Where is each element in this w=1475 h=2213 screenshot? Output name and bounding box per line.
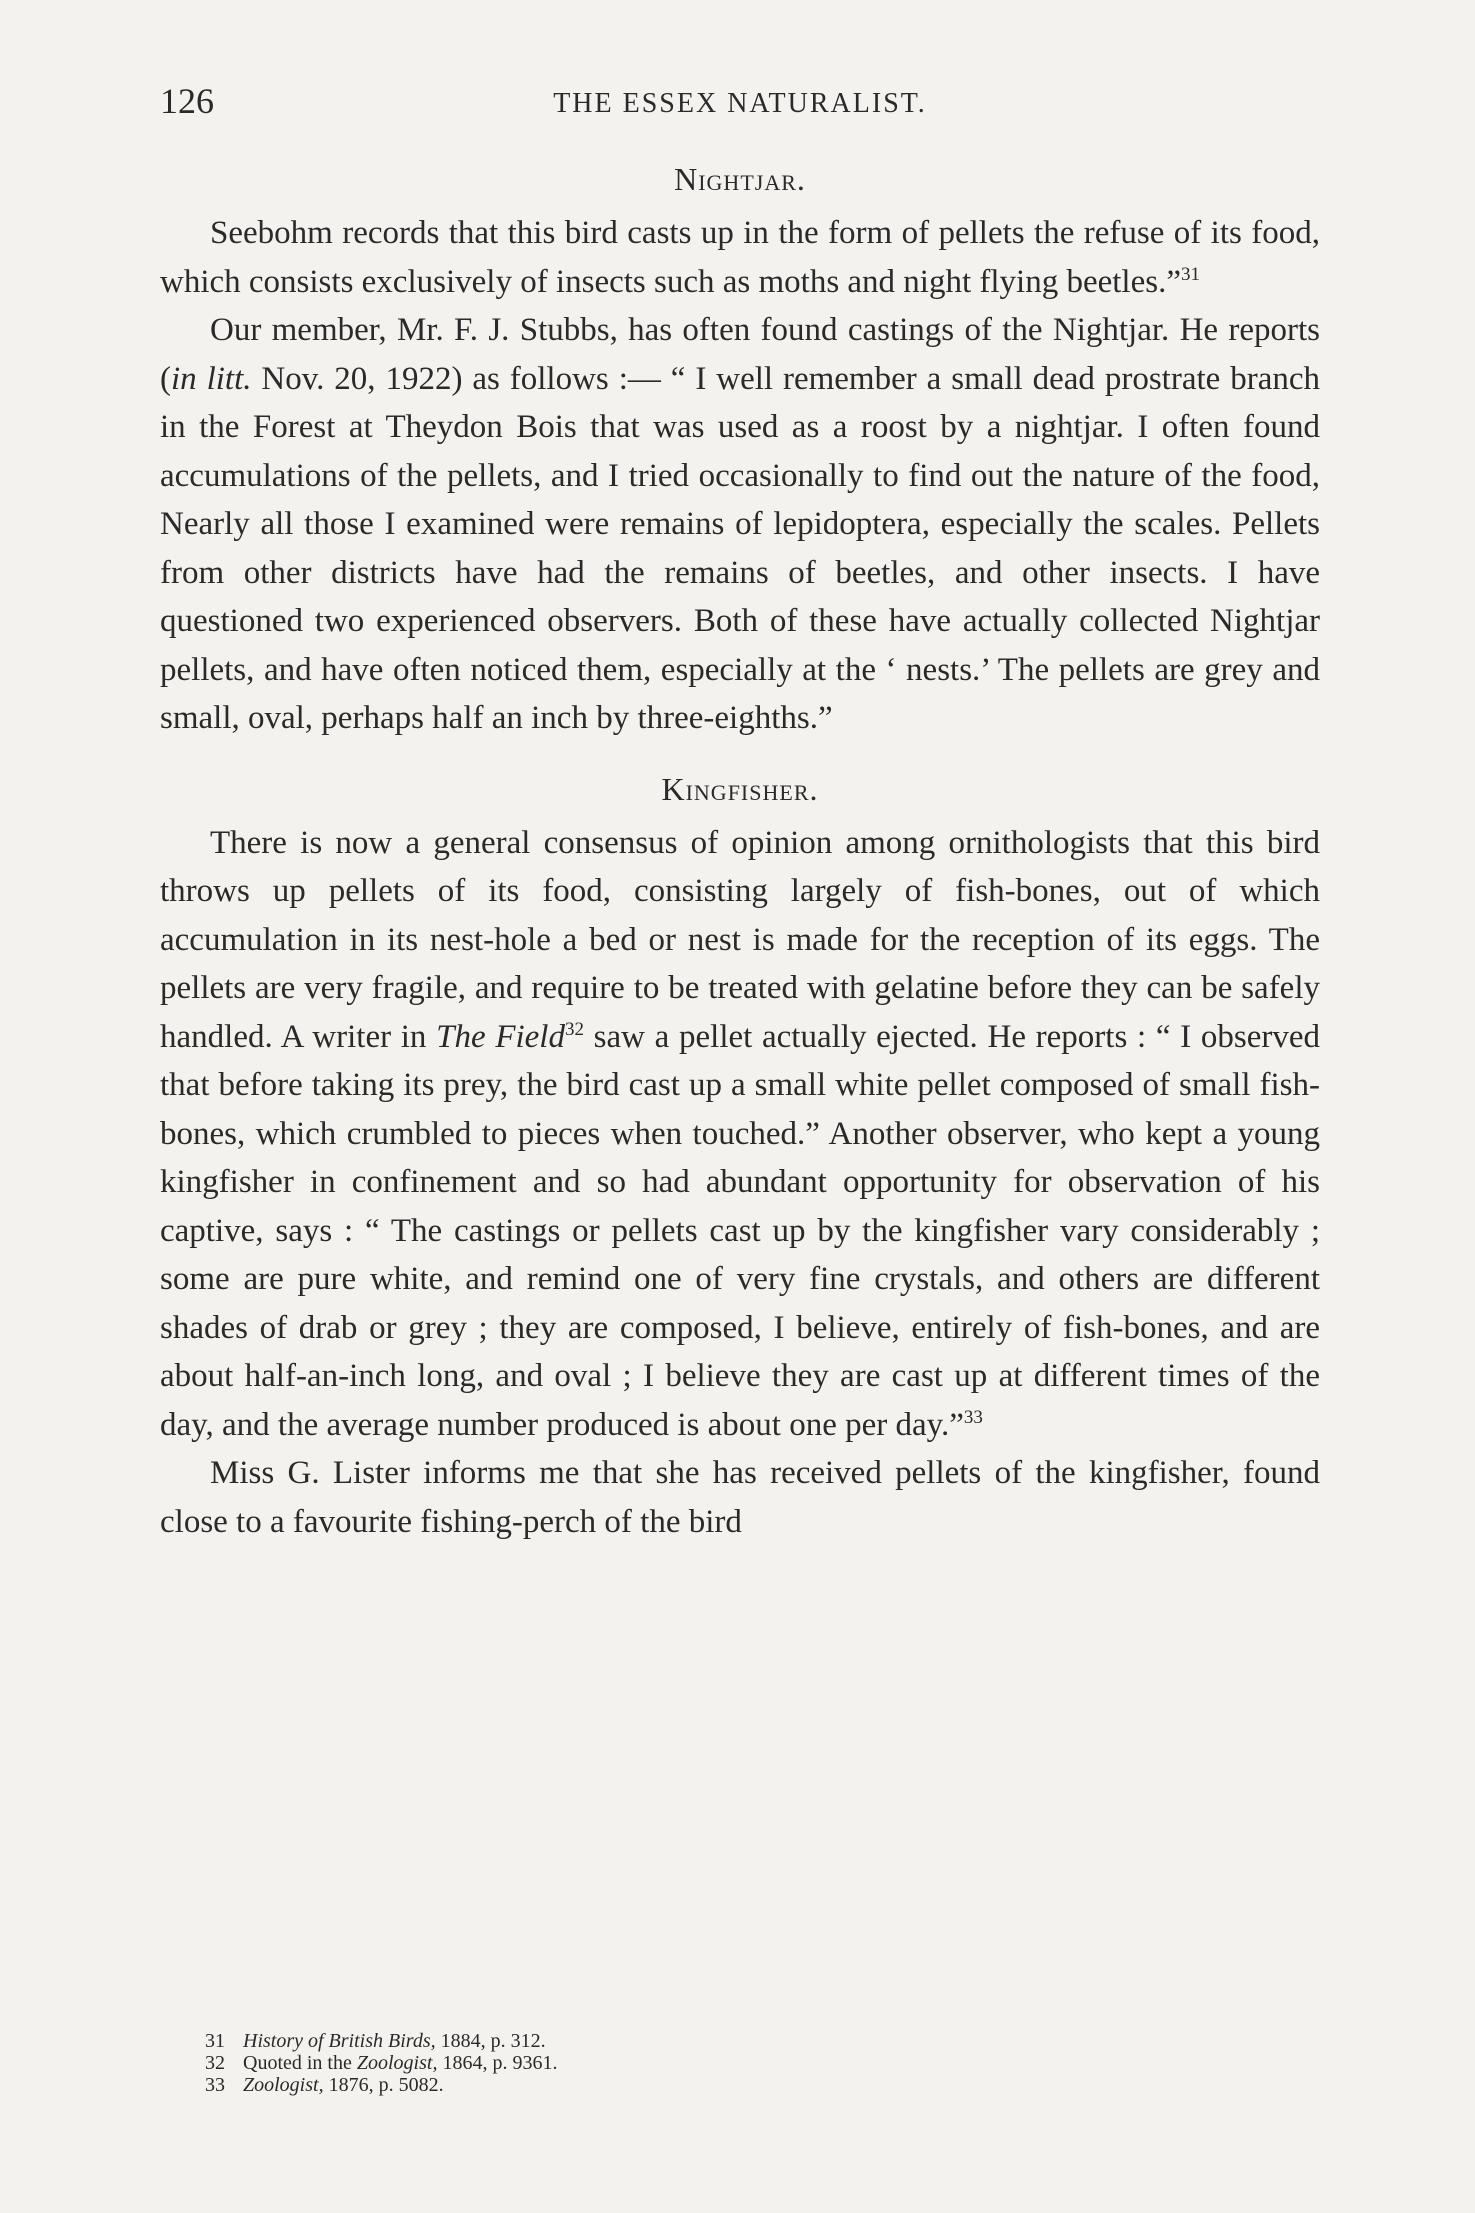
footnote-ref-33: 33 [963, 1406, 983, 1428]
paragraph-text: Miss G. Lister informs me that she has received pellets of the kingfisher, found close to a favourite fishing-perch of the bird [160, 1455, 1320, 1540]
paragraph-text: There is now a general consensus of opinion among ornithologists that this bird throws up pellets of its food, consisting largely of fish-bones, out of which accumulation in its nest-hole a bed or nest is made for the reception of its eggs. The pellets are very fragile, and require to be treated with gelatine before they can be safely handled. A writer in [160, 824, 1320, 1055]
footnote-ref-32: 32 [564, 1018, 584, 1040]
the-field-title: The Field [436, 1018, 565, 1055]
in-litt: in litt. [171, 360, 252, 397]
footnotes [205, 2030, 1205, 2096]
paragraph-nightjar-1 [160, 209, 1320, 306]
footnote-33 [205, 2074, 1205, 2096]
paragraph-text: Our member, Mr. F. J. Stubbs, has often found castings of the Nightjar. He reports ( [160, 312, 1320, 397]
paragraph-text: Nov. 20, 1922) as follows :— “ I well remember a small dead prostrate branch in the Forest at Theydon Bois that was used as a roost by a nightjar. I often found accumulations of the pellets, and I tried occasionally to find out the nature of the food, Nearly all those I examined were remains of lepidoptera, especially the scales. Pellets from other districts have had the remains of beetles, and other insects. I have questioned two experienced observers. Both of these have actually collected Nightjar pellets, and have often noticed them, especially at the ‘ nests.’ The pellets are grey and small, oval, perhaps half an inch by three-eighths.” [160, 360, 1320, 736]
footnote-prefix: Quoted in the [243, 2052, 357, 2074]
paragraph-text: Seebohm records that this bird casts up in the form of pellets the refuse of its food, which consists exclusively of insects such as moths and night flying beetles.” [160, 215, 1320, 300]
section-heading-nightjar: Nightjar. [674, 161, 806, 197]
running-head [160, 80, 1320, 130]
footnote-details: 1864, p. 9361. [437, 2052, 558, 2074]
footnote-source: Zoologist, [243, 2074, 324, 2096]
footnote-number: 33 [205, 2074, 225, 2096]
page-number: 126 [160, 81, 214, 121]
paragraph-nightjar-2 [160, 306, 1320, 743]
paragraph-kingfisher-2 [160, 1449, 1320, 1546]
body-text [160, 155, 1320, 1546]
footnote-details: 1884, p. 312. [435, 2030, 546, 2052]
section-heading-kingfisher: Kingfisher. [661, 770, 819, 807]
footnote-number: 32 [205, 2052, 225, 2074]
journal-title: THE ESSEX NATURALIST. [553, 88, 927, 119]
footnote-details: 1876, p. 5082. [323, 2074, 444, 2096]
footnote-source: Zoologist, [356, 2052, 438, 2074]
paragraph-text: saw a pellet actually ejected. He reports : “ I observed that before taking its prey, the bird cast up a small white pellet composed of small fish-bones, which crumbled to pieces when touched.” Another observer, who kept a young kingfisher in confinement and so had abundant opportunity for observation of his captive, says : “ The castings or pellets cast up by the kingfisher vary considerably ; some are pure white, and remind one of very fine crystals, and others are different shades of drab or grey ; they are composed, I believe, entirely of fish-bones, and are about half-an-inch long, and oval ; I believe they are cast up at different times of the day, and the average number produced is about one per day.” [160, 1018, 1320, 1443]
paragraph-kingfisher-1 [160, 819, 1320, 1450]
footnote-source: History of British Birds, [243, 2030, 436, 2052]
footnote-32 [205, 2052, 1205, 2074]
footnote-ref-31: 31 [1181, 263, 1200, 285]
footnote-number: 31 [205, 2030, 225, 2052]
footnote-31 [205, 2030, 1205, 2052]
